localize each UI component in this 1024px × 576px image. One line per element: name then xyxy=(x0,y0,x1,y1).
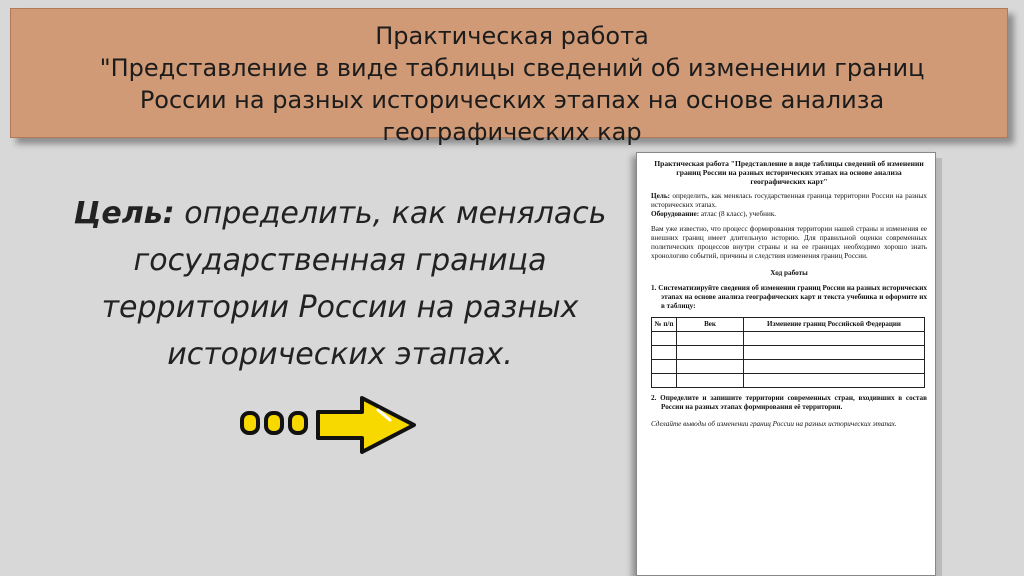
sheet-progress-heading: Ход работы xyxy=(770,269,808,277)
title-line-3: России на разных исторических этапах на основе анализа xyxy=(139,86,885,114)
goal-text xyxy=(40,190,640,378)
table-header-changes: Изменение границ Российской Федерации xyxy=(744,318,925,332)
title-line-2: "Представление в виде таблицы сведений об изменении границ xyxy=(99,54,925,82)
sheet-intro: Вам уже известно, что процесс формирования территории нашей страны и изменения ее внешних границ имеет длительную историю. Для правильной оценки современных политических процессов внутри страны и на ее границах необходимо хорошо знать хронологию событий, причины и следствия изменения границ России. xyxy=(651,225,927,260)
sheet-task-1: 1. Систематизируйте сведения об изменении границ России на разных исторических этапах на основе анализа географических карт и текста учебника и оформите их в таблицу: xyxy=(651,284,927,310)
table-row xyxy=(652,374,925,388)
table-cell xyxy=(744,374,925,388)
table-cell xyxy=(652,332,677,346)
title-line-1: Практическая работа xyxy=(375,22,649,50)
sheet-equipment-text: атлас (8 класс), учебник. xyxy=(699,210,777,218)
sheet-goal xyxy=(651,192,927,210)
table-cell xyxy=(677,346,744,360)
sheet-equipment xyxy=(651,210,927,219)
sheet-title: Практическая работа "Представление в виде таблицы сведений об изменении границ России на разных исторических этапах на основе анализа географических карт" xyxy=(654,159,924,186)
slide-title xyxy=(0,20,1024,148)
table-cell xyxy=(744,332,925,346)
sheet-equipment-label: Оборудование: xyxy=(651,210,700,218)
table-cell xyxy=(652,346,677,360)
sheet-goal-label: Цель: xyxy=(651,192,671,200)
sheet-task-2: 2. Определите и запишите территории современных стран, входивших в состав России на разных этапах формирования её территории. xyxy=(651,394,927,411)
worksheet-preview xyxy=(636,152,936,576)
table-cell xyxy=(652,374,677,388)
arrow-right-icon[interactable] xyxy=(240,390,420,464)
sheet-conclusion: Сделайте выводы об изменении границ России на разных исторических этапах. xyxy=(651,420,897,428)
goal-line-4: исторических этапах. xyxy=(167,337,513,372)
table-header-number: № п/п xyxy=(652,318,677,332)
title-line-4: географических кар xyxy=(382,118,642,146)
table-cell xyxy=(744,360,925,374)
table-cell xyxy=(677,374,744,388)
goal-line-3: территории России на разных xyxy=(101,290,579,325)
goal-label: Цель: xyxy=(73,196,175,231)
table-cell xyxy=(744,346,925,360)
table-cell xyxy=(652,360,677,374)
table-row xyxy=(652,346,925,360)
goal-line-2: государственная граница xyxy=(133,243,547,278)
table-row xyxy=(652,332,925,346)
table-cell xyxy=(677,360,744,374)
three-dots-icon xyxy=(242,413,306,433)
table-row xyxy=(652,360,925,374)
table-cell xyxy=(677,332,744,346)
sheet-table xyxy=(651,317,925,388)
goal-line-1: определить, как менялась xyxy=(174,196,607,231)
table-header-century: Век xyxy=(677,318,744,332)
sheet-goal-text: определить, как менялась государственная граница территории России на разных исторических этапах. xyxy=(651,192,927,209)
